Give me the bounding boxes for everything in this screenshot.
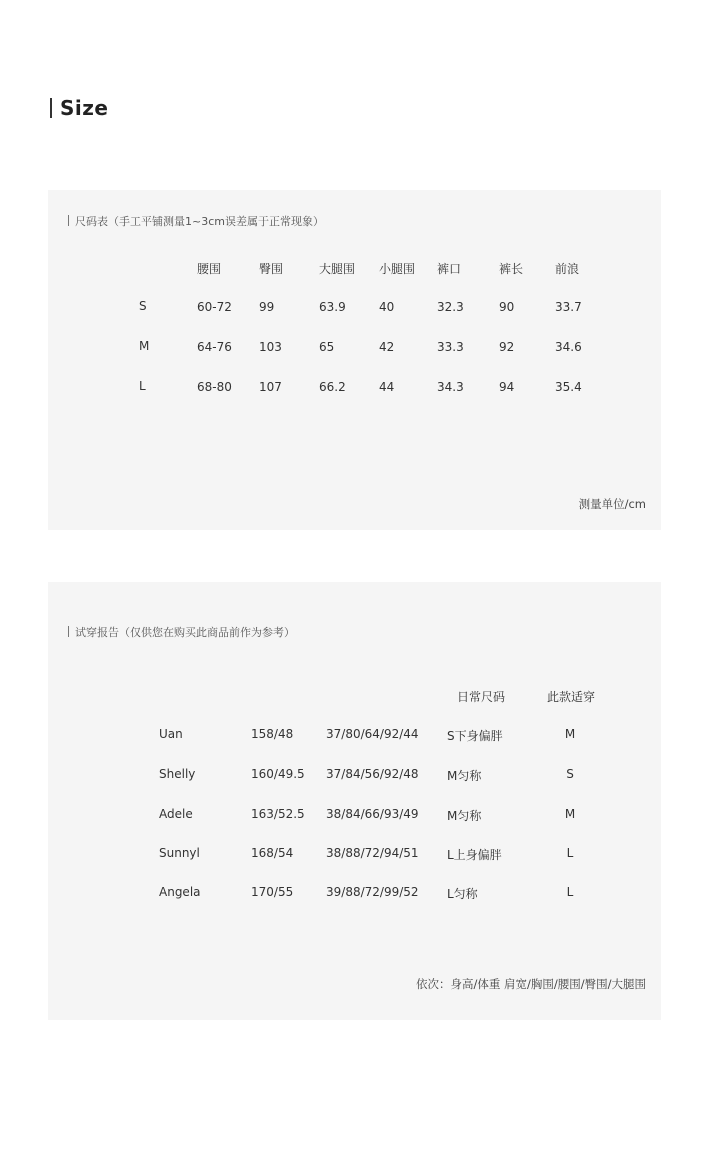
table-cell: 60-72 — [197, 300, 232, 314]
table-cell: 35.4 — [555, 380, 582, 394]
body-measurements: 37/84/56/92/48 — [326, 767, 419, 781]
body-measurements: 38/88/72/94/51 — [326, 846, 419, 860]
tester-name: Angela — [159, 885, 201, 899]
table-cell: 64-76 — [197, 340, 232, 354]
fit-size: M — [564, 727, 576, 741]
table-cell: 34.6 — [555, 340, 582, 354]
table-cell: 33.3 — [437, 340, 464, 354]
measurement-order-note: 依次：身高/体重 肩宽/胸围/腰围/臀围/大腿围 — [415, 977, 646, 991]
table-cell: 94 — [499, 380, 515, 394]
table-cell: 34.3 — [437, 380, 464, 394]
table-cell: 103 — [259, 340, 282, 354]
section-title: Size — [60, 96, 109, 120]
size-chart-panel — [48, 190, 661, 530]
fit-size: M — [564, 807, 576, 821]
size-label: L — [139, 379, 146, 393]
table-cell: 44 — [379, 380, 395, 394]
fit-report-panel — [48, 582, 661, 1020]
table-cell: 63.9 — [319, 300, 346, 314]
fit-size: L — [566, 846, 574, 860]
table-cell: 66.2 — [319, 380, 346, 394]
usual-size: L匀称 — [447, 887, 478, 901]
header-calf: 小腿围 — [379, 262, 416, 276]
table-cell: 32.3 — [437, 300, 464, 314]
header-front-rise: 前浪 — [555, 262, 580, 276]
header-hip: 臀围 — [259, 262, 284, 276]
body-measurements: 39/88/72/99/52 — [326, 885, 419, 899]
height-weight: 163/52.5 — [251, 807, 305, 821]
section-heading — [50, 96, 108, 120]
size-chart-caption: 尺码表（手工平铺测量1~3cm误差属于正常现象） — [68, 213, 324, 229]
header-thigh: 大腿围 — [319, 262, 356, 276]
caption-bar — [68, 215, 69, 226]
table-cell: 90 — [499, 300, 515, 314]
height-weight: 170/55 — [251, 885, 294, 899]
table-cell: 68-80 — [197, 380, 232, 394]
height-weight: 160/49.5 — [251, 767, 305, 781]
header-leg-opening: 裤口 — [437, 262, 462, 276]
fit-size: L — [566, 885, 574, 899]
unit-note: 测量单位/cm — [578, 497, 646, 511]
caption-bar — [68, 626, 69, 637]
tester-name: Shelly — [159, 767, 196, 781]
table-cell: 42 — [379, 340, 395, 354]
usual-size: M匀称 — [447, 809, 482, 823]
usual-size: L上身偏胖 — [447, 848, 502, 862]
table-cell: 92 — [499, 340, 515, 354]
height-weight: 158/48 — [251, 727, 294, 741]
fit-report-caption: 试穿报告（仅供您在购买此商品前作为参考） — [68, 624, 295, 640]
table-cell: 40 — [379, 300, 395, 314]
table-cell: 65 — [319, 340, 335, 354]
size-label: M — [139, 339, 150, 353]
table-cell: 33.7 — [555, 300, 582, 314]
header-waist: 腰围 — [197, 262, 222, 276]
usual-size: M匀称 — [447, 769, 482, 783]
body-measurements: 37/80/64/92/44 — [326, 727, 419, 741]
tester-name: Adele — [159, 807, 193, 821]
size-label: S — [139, 299, 147, 313]
tester-name: Uan — [159, 727, 183, 741]
height-weight: 168/54 — [251, 846, 294, 860]
title-accent-bar — [50, 98, 52, 118]
header-fit-size: 此款适穿 — [547, 690, 596, 704]
tester-name: Sunnyl — [159, 846, 200, 860]
table-cell: 99 — [259, 300, 275, 314]
fit-size: S — [566, 767, 574, 781]
table-cell: 107 — [259, 380, 282, 394]
body-measurements: 38/84/66/93/49 — [326, 807, 419, 821]
header-usual-size: 日常尺码 — [457, 690, 506, 704]
usual-size: S下身偏胖 — [447, 729, 503, 743]
header-length: 裤长 — [499, 262, 524, 276]
